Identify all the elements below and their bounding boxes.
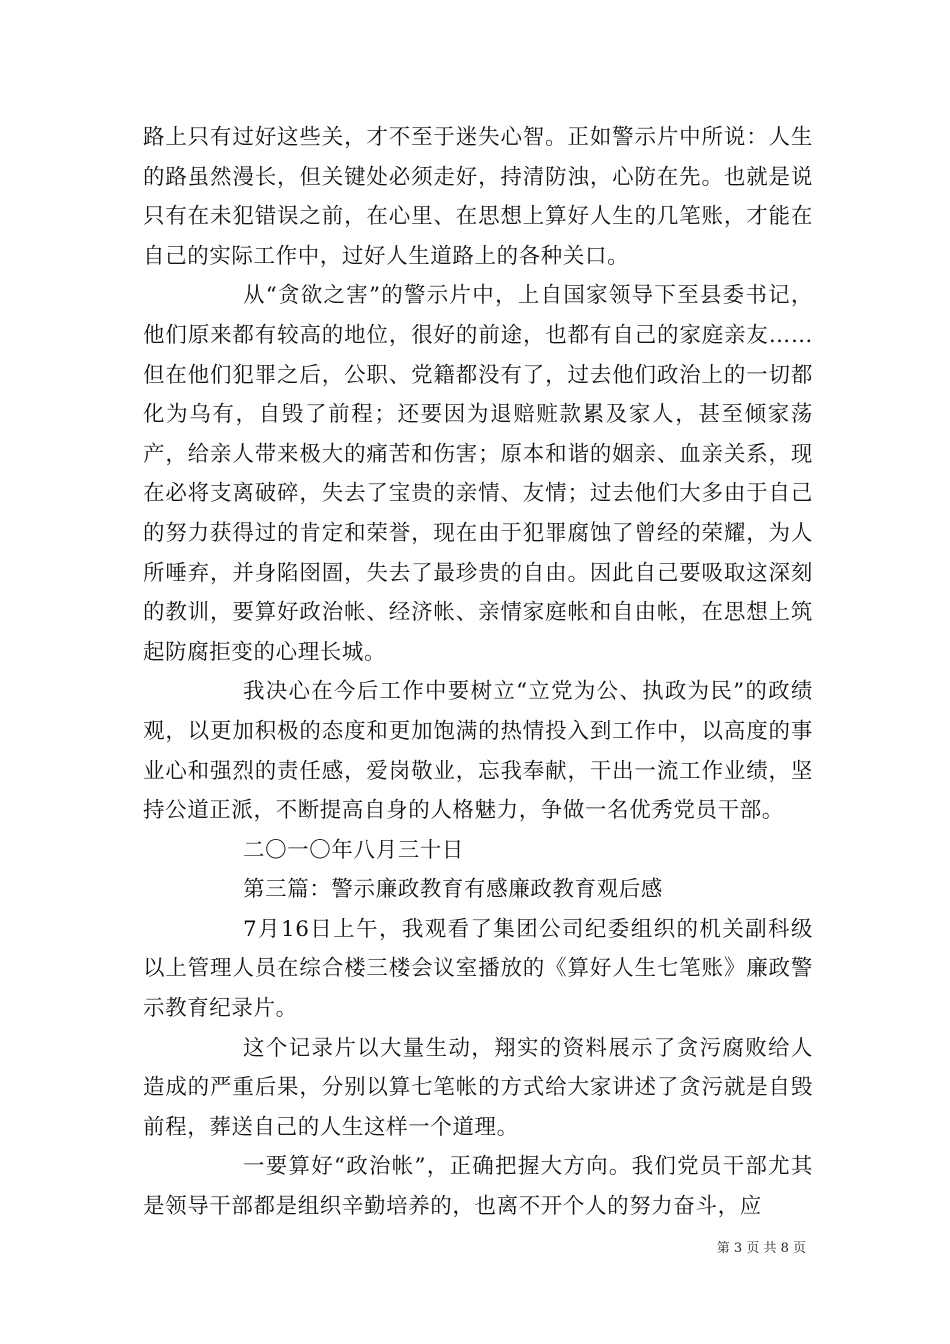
paragraph-7: 这个记录片以大量生动，翔实的资料展示了贪污腐败给人造成的严重后果，分别以算七笔帐的方式给大家讲述了贪污就是自毁前程，葬送自己的人生这样一个道理。 — [143, 1035, 813, 1140]
document-body — [143, 118, 813, 1227]
paragraph-3: 我决心在今后工作中要树立“立党为公、执政为民”的政绩观，以更加积极的态度和更加饱满的热情投入到工作中，以高度的事业心和强烈的责任感，爱岗敬业，忘我奉献，干出一流工作业绩，坚持公道正派，不断提高自身的人格魅力，争做一名优秀党员干部。 — [143, 679, 813, 824]
paragraph-8: 一要算好“政治帐”，正确把握大方向。我们党员干部尤其是领导干部都是组织辛勤培养的，也离不开个人的努力奋斗，应 — [143, 1154, 813, 1220]
paragraph-1: 路上只有过好这些关，才不至于迷失心智。正如警示片中所说：人生的路虽然漫长，但关键处必须走好，持清防浊，心防在先。也就是说只有在未犯错误之前，在心里、在思想上算好人生的几笔账，才能在自己的实际工作中，过好人生道路上的各种关口。 — [143, 125, 813, 269]
page-number-footer: 第 3 页 共 8 页 — [716, 1241, 806, 1256]
section-heading: 第三篇：警示廉政教育有感廉政教育观后感 — [243, 877, 663, 903]
date-line: 二〇一〇年八月三十日 — [243, 837, 465, 863]
paragraph-6: 7月16日上午，我观看了集团公司纪委组织的机关副科级以上管理人员在综合楼三楼会议室播放的《算好人生七笔账》廉政警示教育纪录片。 — [143, 916, 813, 1022]
paragraph-2: 从“贪欲之害”的警示片中，上自国家领导下至县委书记，他们原来都有较高的地位，很好的前途，也都有自己的家庭亲友……但在他们犯罪之后，公职、党籍都没有了，过去他们政治上的一切都化为乌有，自毁了前程；还要因为退赔赃款累及家人，甚至倾家荡产，给亲人带来极大的痛苦和伤害；原本和谐的姻亲、血亲关系，现在必将支离破碎，失去了宝贵的亲情、友情；过去他们大多由于自己的努力获得过的肯定和荣誉，现在由于犯罪腐蚀了曾经的荣耀，为人所唾弃，并身陷囹圄，失去了最珍贵的自由。因此自己要吸取这深刻的教训，要算好政治帐、经济帐、亲情家庭帐和自由帐，在思想上筑起防腐拒变的心理长城。 — [143, 283, 813, 665]
